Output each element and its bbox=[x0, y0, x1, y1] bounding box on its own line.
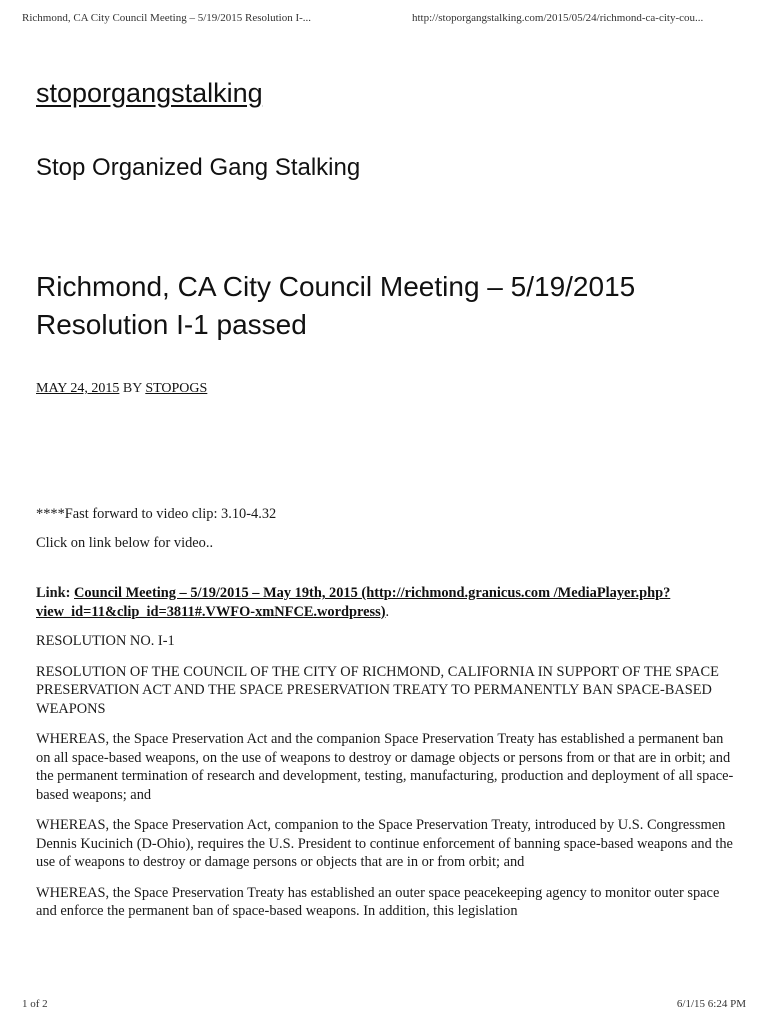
fast-forward-note: ****Fast forward to video clip: 3.10-4.32 bbox=[36, 506, 277, 522]
site-title-link[interactable]: stoporgangstalking bbox=[36, 78, 263, 108]
link-label: Link: bbox=[36, 585, 71, 601]
link-period: . bbox=[385, 603, 390, 620]
print-header-title: Richmond, CA City Council Meeting – 5/19/2015 Resolution I-... bbox=[22, 12, 312, 24]
post-title: Richmond, CA City Council Meeting – 5/19/2015 Resolution I-1 passed bbox=[36, 271, 636, 340]
post-author-link[interactable]: STOPOGS bbox=[145, 381, 208, 396]
print-header bbox=[22, 12, 746, 28]
print-footer-datetime: 6/1/15 6:24 PM bbox=[676, 998, 746, 1010]
council-meeting-video-link[interactable]: Council Meeting – 5/19/2015 – May 19th, 2015 (http://richmond.granicus.com /MediaPlayer.php?view_id=11&clip_id=3811#.VWFO-xmNFCE.wordpress) bbox=[36, 585, 671, 620]
video-link-paragraph bbox=[36, 584, 736, 621]
post-content bbox=[36, 505, 736, 933]
whereas-paragraph-1: WHEREAS, the Space Preservation Act and the companion Space Preservation Treaty has established a permanent ban on all space-based weapons, on the use of weapons to destroy or damage objects or persons from or that are in orbit; and the permanent termination of research and development, testing, manufacturing, production and deployment of all space-based weapons; and bbox=[36, 731, 734, 803]
resolution-title: RESOLUTION OF THE COUNCIL OF THE CITY OF RICHMOND, CALIFORNIA IN SUPPORT OF THE SPACE PRESERVATION ACT AND THE SPACE PRESERVATION TREATY TO PERMANENTLY BAN SPACE-BASED WEAPONS bbox=[36, 663, 719, 717]
post-by-label: BY bbox=[122, 381, 142, 396]
print-footer bbox=[22, 998, 746, 1012]
resolution-number: RESOLUTION NO. I-1 bbox=[36, 633, 175, 649]
site-tagline: Stop Organized Gang Stalking bbox=[36, 154, 361, 181]
post-meta bbox=[36, 381, 207, 397]
print-header-url: http://stoporgangstalking.com/2015/05/24/richmond-ca-city-cou... bbox=[412, 12, 704, 24]
print-footer-page: 1 of 2 bbox=[22, 998, 48, 1010]
whereas-paragraph-3: WHEREAS, the Space Preservation Treaty has established an outer space peacekeeping agency to monitor outer space and enforce the permanent ban of space-based weapons. In addition, this legislation bbox=[36, 884, 720, 919]
whereas-paragraph-2: WHEREAS, the Space Preservation Act, companion to the Space Preservation Treaty, introduced by U.S. Congressmen Dennis Kucinich (D-Ohio), requires the U.S. President to continue enforcement of banning space-based weapons and the use of weapons to destroy or damage persons or objects that are in or from orbit; and bbox=[36, 817, 733, 870]
click-instruction: Click on link below for video.. bbox=[36, 534, 214, 551]
post-date-link[interactable]: MAY 24, 2015 bbox=[36, 381, 120, 396]
